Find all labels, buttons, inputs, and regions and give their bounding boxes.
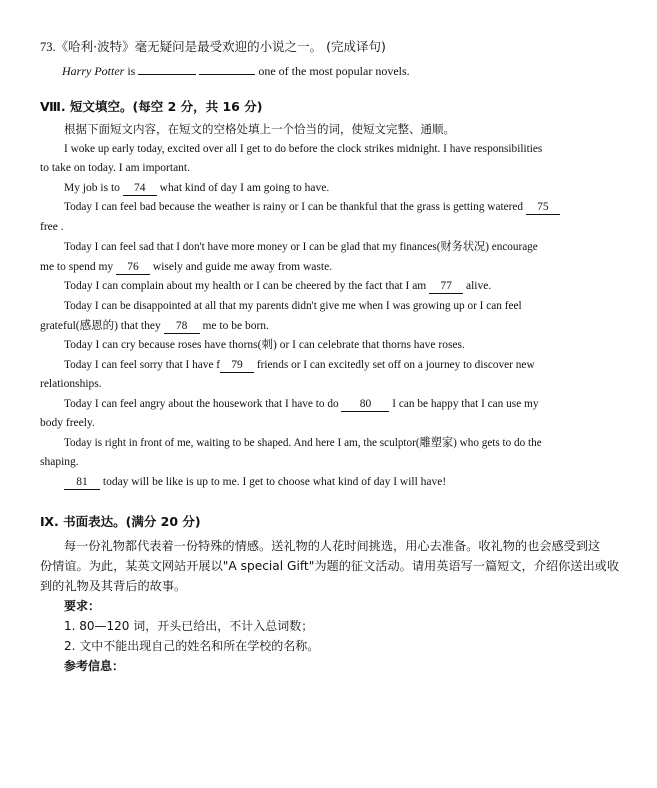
blank-79[interactable]: 79 — [220, 359, 254, 373]
q73-answer-line — [62, 62, 410, 78]
blank-74[interactable]: 74 — [123, 182, 157, 196]
blank-75[interactable]: 75 — [526, 201, 560, 215]
passage-line-4b — [40, 260, 332, 275]
passage-line-6b — [40, 319, 269, 334]
passage-line-3a — [64, 200, 560, 215]
requirement-2: 2. 文中不能出现自己的姓名和所在学校的名称。 — [64, 639, 320, 653]
passage-text: Today I can complain about my health or I can be cheered by the fact that I am — [64, 280, 427, 292]
q73-tag: (完成译句) — [326, 39, 386, 54]
reference-info-title: 参考信息： — [64, 659, 125, 673]
q73-answer-start: Harry Potter — [62, 64, 125, 78]
passage-text: grateful(感恩的) that they — [40, 320, 161, 332]
passage-line-6a: Today I can be disappointed at all that my parents didn't give me when I was growing up or I can feel — [64, 300, 522, 312]
q73-prompt — [40, 40, 386, 54]
passage-line-5 — [64, 279, 491, 294]
section-8-title: Ⅷ. 短文填空。(每空 2 分，共 16 分) — [40, 99, 263, 114]
passage-text: alive. — [466, 280, 492, 292]
passage-text: wisely and guide me away from waste. — [152, 261, 333, 273]
passage-text: I can be happy that I can use my — [392, 398, 539, 410]
passage-text: friends or I can excitedly set off on a journey to discover new — [256, 359, 535, 371]
passage-text: today will be like is up to me. I get to choose what kind of day I will have! — [102, 476, 447, 488]
passage-text: Today I can feel bad because the weather is rainy or I can be thankful that the grass is getting watered — [64, 201, 524, 213]
passage-text: My job is to — [64, 182, 120, 194]
section-9-para-2: 份情谊。为此，某英文网站开展以"A special Gift"为题的征文活动。请用英语写一篇短文，介绍你送出或收 — [40, 559, 620, 573]
passage-line-9a — [64, 397, 538, 412]
passage-text: what kind of day I am going to have. — [159, 182, 330, 194]
blank-81[interactable]: 81 — [64, 476, 100, 490]
passage-line-8a — [64, 358, 535, 373]
passage-line-9b: body freely. — [40, 417, 95, 429]
section-8-instruction: 根据下面短文内容，在短文的空格处填上一个恰当的词，使短文完整、通顺。 — [64, 122, 455, 136]
passage-line-4a: Today I can feel sad that I don't have more money or I can be glad that my finances(财务状况) encourage — [64, 241, 538, 253]
passage-line-11 — [64, 475, 446, 490]
q73-answer-end: one of the most popular novels. — [255, 64, 410, 78]
passage-line-2 — [64, 181, 329, 196]
requirements-title: 要求： — [64, 599, 101, 613]
q73-chinese: 《哈利·波特》毫无疑问是最受欢迎的小说之一。 — [55, 39, 323, 54]
passage-line-10a: Today is right in front of me, waiting to be shaped. And here I am, the sculptor(雕塑家) who gets to do the — [64, 437, 542, 449]
blank-77[interactable]: 77 — [429, 280, 463, 294]
passage-line-1b: to take on today. I am important. — [40, 162, 190, 174]
requirement-1: 1. 80—120 词，开头已给出，不计入总词数； — [64, 619, 314, 633]
section-9-title: Ⅸ. 书面表达。(满分 20 分) — [40, 514, 201, 529]
blank-78[interactable]: 78 — [164, 320, 200, 334]
passage-text: me to be born. — [202, 320, 269, 332]
q73-number: 73. — [40, 40, 56, 54]
passage-text: Today I can feel angry about the housework that I have to do — [64, 398, 339, 410]
passage-line-1a: I woke up early today, excited over all I get to do before the clock strikes midnight. I have responsibilities — [64, 143, 543, 155]
passage-line-3b: free . — [40, 221, 64, 233]
passage-text: Today I can feel sorry that I have f — [64, 359, 221, 371]
blank-76[interactable]: 76 — [116, 261, 150, 275]
section-9-para-3: 到的礼物及其背后的故事。 — [40, 579, 187, 593]
passage-line-10b: shaping. — [40, 456, 79, 468]
section-9-para-1: 每一份礼物都代表着一份特殊的情感。送礼物的人花时间挑选，用心去准备。收礼物的也会感受到这 — [64, 539, 601, 553]
q73-answer-is: is — [124, 64, 139, 78]
blank-80[interactable]: 80 — [341, 398, 389, 412]
passage-line-8b: relationships. — [40, 378, 102, 390]
q73-blank-1[interactable] — [138, 62, 196, 75]
q73-blank-2[interactable] — [199, 62, 255, 75]
passage-line-7: Today I can cry because roses have thorns(刺) or I can celebrate that thorns have roses. — [64, 339, 465, 351]
passage-text: me to spend my — [40, 261, 114, 273]
